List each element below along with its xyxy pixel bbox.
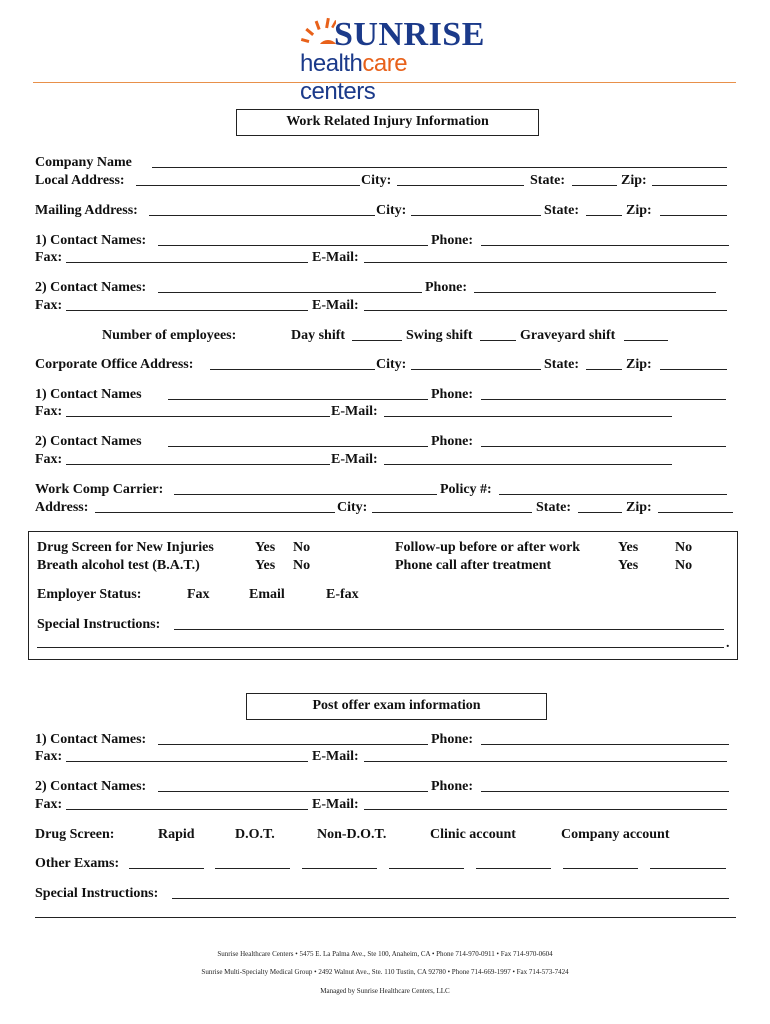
footer-line-3: Managed by Sunrise Healthcare Centers, LLC [320,987,450,995]
sun-icon [300,16,336,46]
special-instructions-field[interactable] [174,629,724,630]
non-dot-option[interactable]: Non-D.O.T. [317,827,387,842]
day-shift-label: Day shift [291,328,346,343]
company-name-field[interactable] [152,167,727,168]
phone-call-label: Phone call after treatment [395,558,552,573]
policy-field[interactable] [499,494,727,495]
contact2-email-field[interactable] [364,310,727,311]
breath-test-label: Breath alcohol test (B.A.T.) [37,558,200,573]
contact1-email-field[interactable] [364,262,727,263]
company-name-label: Company Name [35,155,132,170]
swing-shift-field[interactable] [480,340,516,341]
footer-line-2: Sunrise Multi-Specialty Medical Group • 2492 Walnut Ave., Ste. 110 Tustin, CA 92780 • Phone 714-669-1997 • Fax 714-573-7424 [201,968,569,976]
local-zip-label: Zip: [621,173,647,188]
corporate-zip-field[interactable] [660,369,727,370]
logo-subtitle: healthcare centers [300,50,408,105]
post-special-instructions-field[interactable] [172,898,729,899]
post-contact2-phone-label: Phone: [431,779,473,794]
local-city-field[interactable] [397,185,524,186]
contact1-fax-field[interactable] [66,262,308,263]
local-address-label: Local Address: [35,173,125,188]
other-exam-field-5[interactable] [476,868,551,869]
contact2-phone-field[interactable] [474,292,716,293]
drug-screen-yes[interactable]: Yes [255,540,276,555]
corporate-zip-label: Zip: [626,357,652,372]
corporate-address-label: Corporate Office Address: [35,357,194,372]
corp-contact2-email-label: E-Mail: [331,452,378,467]
corp-contact1-field[interactable] [168,399,428,400]
special-instructions-label: Special Instructions: [37,617,161,632]
special-instructions-field-2[interactable] [37,647,724,648]
post-special-instructions-field-2[interactable] [35,917,736,918]
phone-call-no[interactable]: No [675,558,693,573]
contact2-phone-label: Phone: [425,280,467,295]
contact2-label: 2) Contact Names: [35,280,147,295]
breath-test-yes[interactable]: Yes [255,558,276,573]
post-contact1-email-field[interactable] [364,761,727,762]
carrier-state-field[interactable] [578,512,622,513]
corp-contact1-phone-label: Phone: [431,387,473,402]
corp-contact1-phone-field[interactable] [481,399,726,400]
corporate-city-field[interactable] [411,369,541,370]
mailing-zip-label: Zip: [626,203,652,218]
footer-line-1: Sunrise Healthcare Centers • 5475 E. La Palma Ave., Ste 100, Anaheim, CA • Phone 714-970-0911 • Fax 714-970-0604 [217,950,553,958]
post-contact2-fax-field[interactable] [66,809,308,810]
company-account-option[interactable]: Company account [561,827,670,842]
mailing-city-field[interactable] [411,215,541,216]
corp-contact2-phone-field[interactable] [481,446,726,447]
corporate-state-label: State: [544,357,579,372]
mailing-city-label: City: [376,203,407,218]
local-address-field[interactable] [136,185,360,186]
contact1-field[interactable] [158,245,428,246]
local-city-label: City: [361,173,392,188]
special-instructions-period: . [726,636,730,651]
carrier-address-label: Address: [35,500,89,515]
graveyard-shift-label: Graveyard shift [520,328,616,343]
post-contact2-fax-label: Fax: [35,797,63,812]
post-drug-screen-label: Drug Screen: [35,827,115,842]
other-exam-field-4[interactable] [389,868,464,869]
corporate-address-field[interactable] [210,369,375,370]
work-injury-title: Work Related Injury Information [236,109,539,136]
status-fax-option[interactable]: Fax [187,587,210,602]
post-contact2-email-field[interactable] [364,809,727,810]
swing-shift-label: Swing shift [406,328,473,343]
num-employees-label: Number of employees: [102,328,237,343]
other-exam-field-2[interactable] [215,868,290,869]
corp-contact1-label: 1) Contact Names [35,387,142,402]
contact1-label: 1) Contact Names: [35,233,147,248]
followup-label: Follow-up before or after work [395,540,581,555]
mailing-state-label: State: [544,203,579,218]
work-comp-label: Work Comp Carrier: [35,482,164,497]
other-exam-field-1[interactable] [129,868,204,869]
carrier-zip-label: Zip: [626,500,652,515]
policy-label: Policy #: [440,482,492,497]
drug-screen-no[interactable]: No [293,540,311,555]
contact1-fax-label: Fax: [35,250,63,265]
dot-option[interactable]: D.O.T. [235,827,275,842]
employer-status-label: Employer Status: [37,587,142,602]
local-state-label: State: [530,173,565,188]
rapid-option[interactable]: Rapid [158,827,195,842]
corp-contact2-fax-label: Fax: [35,452,63,467]
local-zip-field[interactable] [652,185,727,186]
contact1-phone-label: Phone: [431,233,473,248]
mailing-address-field[interactable] [149,215,375,216]
post-special-instructions-label: Special Instructions: [35,886,159,901]
other-exam-field-6[interactable] [563,868,638,869]
corp-contact1-email-field[interactable] [384,416,672,417]
corp-contact2-phone-label: Phone: [431,434,473,449]
post-contact1-fax-label: Fax: [35,749,63,764]
contact2-fax-label: Fax: [35,298,63,313]
status-email-option[interactable]: Email [249,587,285,602]
carrier-zip-field[interactable] [658,512,733,513]
sunrise-logo [298,14,488,105]
post-contact2-email-label: E-Mail: [312,797,359,812]
post-contact1-label: 1) Contact Names: [35,732,147,747]
contact1-phone-field[interactable] [481,245,729,246]
corp-contact2-field[interactable] [168,446,428,447]
post-contact2-label: 2) Contact Names: [35,779,147,794]
followup-no[interactable]: No [675,540,693,555]
graveyard-shift-field[interactable] [624,340,668,341]
other-exams-label: Other Exams: [35,856,120,871]
mailing-state-field[interactable] [586,215,622,216]
carrier-city-field[interactable] [372,512,532,513]
mailing-zip-field[interactable] [660,215,727,216]
carrier-address-field[interactable] [95,512,335,513]
corp-contact2-email-field[interactable] [384,464,672,465]
corporate-state-field[interactable] [586,369,622,370]
logo-title: SUNRISE [334,16,485,53]
status-efax-option[interactable]: E-fax [326,587,359,602]
phone-call-yes[interactable]: Yes [618,558,639,573]
other-exam-field-7[interactable] [650,868,726,869]
contact2-field[interactable] [158,292,422,293]
corp-contact2-fax-field[interactable] [66,464,330,465]
header-divider [33,82,736,83]
post-contact1-email-label: E-Mail: [312,749,359,764]
post-offer-title: Post offer exam information [246,693,547,720]
other-exam-field-3[interactable] [302,868,377,869]
clinic-account-option[interactable]: Clinic account [430,827,516,842]
post-contact1-field[interactable] [158,744,428,745]
post-contact1-fax-field[interactable] [66,761,308,762]
corp-contact1-fax-field[interactable] [66,416,330,417]
day-shift-field[interactable] [352,340,402,341]
post-contact2-phone-field[interactable] [481,791,729,792]
contact2-fax-field[interactable] [66,310,308,311]
corporate-city-label: City: [376,357,407,372]
followup-yes[interactable]: Yes [618,540,639,555]
drug-screen-label: Drug Screen for New Injuries [37,540,214,555]
contact2-email-label: E-Mail: [312,298,359,313]
corp-contact1-email-label: E-Mail: [331,404,378,419]
contact1-email-label: E-Mail: [312,250,359,265]
post-contact1-phone-label: Phone: [431,732,473,747]
carrier-state-label: State: [536,500,571,515]
mailing-address-label: Mailing Address: [35,203,138,218]
corp-contact1-fax-label: Fax: [35,404,63,419]
breath-test-no[interactable]: No [293,558,311,573]
post-contact1-phone-field[interactable] [481,744,729,745]
carrier-city-label: City: [337,500,368,515]
corp-contact2-label: 2) Contact Names [35,434,142,449]
post-contact2-field[interactable] [158,791,428,792]
work-comp-field[interactable] [174,494,437,495]
local-state-field[interactable] [572,185,617,186]
